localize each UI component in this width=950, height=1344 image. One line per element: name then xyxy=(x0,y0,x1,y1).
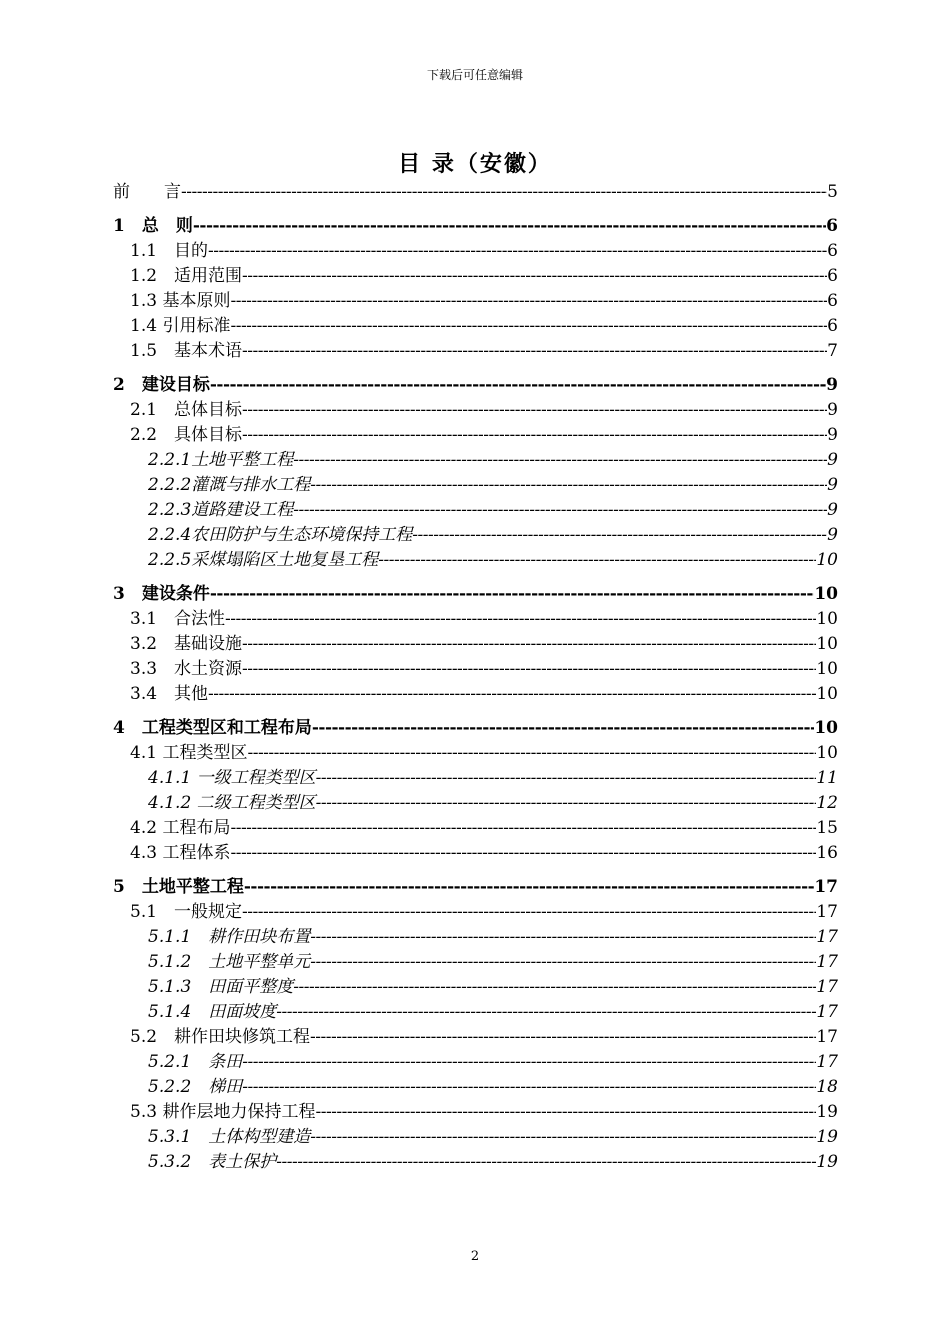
toc-leader-dashes xyxy=(293,448,827,473)
toc-entry-page: 12 xyxy=(816,793,838,813)
toc-entry-page: 19 xyxy=(816,1102,838,1122)
toc-entry-label: 5.1.2 土地平整单元 xyxy=(148,952,311,972)
toc-entry-page: 10 xyxy=(816,634,838,654)
toc-entry-label: 2.1 总体目标 xyxy=(130,400,243,420)
toc-entry[interactable] xyxy=(113,1150,838,1175)
toc-entry-label: 5.3.2 表土保护 xyxy=(148,1152,277,1172)
toc-entry-page: 10 xyxy=(816,684,838,704)
toc-entry-label: 1.2 适用范围 xyxy=(130,266,243,286)
toc-entry[interactable] xyxy=(113,1100,838,1125)
toc-leader-dashes xyxy=(242,632,816,657)
toc-entry[interactable] xyxy=(113,180,838,205)
toc-leader-dashes xyxy=(242,900,816,925)
toc-leader-dashes xyxy=(412,523,827,548)
toc-entry-page: 15 xyxy=(816,818,838,838)
toc-entry[interactable] xyxy=(113,473,838,498)
toc-entry-label: 3.4 其他 xyxy=(130,684,209,704)
toc-entry-page: 6 xyxy=(827,241,838,261)
toc-entry-page: 17 xyxy=(816,927,838,947)
toc-entry[interactable] xyxy=(113,682,838,707)
toc-entry-label: 4.1 工程类型区 xyxy=(130,743,248,763)
toc-entry-page: 10 xyxy=(814,718,838,738)
toc-entry[interactable] xyxy=(113,925,838,950)
toc-entry-page: 6 xyxy=(827,266,838,286)
toc-entry-label: 5.1.4 田面坡度 xyxy=(148,1002,277,1022)
toc-entry-page: 18 xyxy=(816,1077,838,1097)
toc-title: 目 录（安徽） xyxy=(398,151,552,177)
toc-entry[interactable] xyxy=(113,975,838,1000)
toc-leader-dashes xyxy=(242,264,827,289)
toc-entry-page: 17 xyxy=(816,952,838,972)
toc-entry-label: 5.1.1 耕作田块布置 xyxy=(148,927,311,947)
toc-leader-dashes xyxy=(230,289,827,314)
toc-entry-label: 2.2.5采煤塌陷区土地复垦工程 xyxy=(148,550,379,570)
toc-leader-dashes xyxy=(208,682,816,707)
toc-entry[interactable] xyxy=(113,398,838,423)
toc-entry-label: 5.3 耕作层地力保持工程 xyxy=(130,1102,316,1122)
toc-leader-dashes xyxy=(242,1050,816,1075)
toc-entry-label: 5.2.1 条田 xyxy=(148,1052,243,1072)
toc-leader-dashes xyxy=(225,607,816,632)
toc-entry[interactable] xyxy=(113,841,838,866)
toc-entry-page: 10 xyxy=(816,550,838,570)
toc-entry-page: 17 xyxy=(816,1002,838,1022)
toc-entry-label: 5 土地平整工程 xyxy=(113,877,244,897)
toc-entry-page: 17 xyxy=(816,1052,838,1072)
toc-leader-dashes xyxy=(193,214,826,239)
toc-entry[interactable] xyxy=(113,1050,838,1075)
toc-leader-dashes xyxy=(242,423,827,448)
toc-entry-label: 2.2 具体目标 xyxy=(130,425,243,445)
toc-leader-dashes xyxy=(293,498,827,523)
toc-entry[interactable] xyxy=(113,1075,838,1100)
toc-entry-label: 4 工程类型区和工程布局 xyxy=(113,718,312,738)
toc-entry[interactable] xyxy=(113,950,838,975)
toc-entry[interactable] xyxy=(113,607,838,632)
toc-entry-page: 19 xyxy=(816,1127,838,1147)
toc-entry[interactable] xyxy=(113,657,838,682)
toc-entry[interactable] xyxy=(113,900,838,925)
toc-leader-dashes xyxy=(230,841,816,866)
toc-entry-label: 2.2.4农田防护与生态环境保持工程 xyxy=(148,525,413,545)
toc-entry-label: 3.3 水土资源 xyxy=(130,659,243,679)
toc-entry[interactable] xyxy=(113,423,838,448)
toc-leader-dashes xyxy=(210,582,814,607)
toc-entry-label: 1 总 则 xyxy=(113,216,193,236)
toc-entry[interactable] xyxy=(113,264,838,289)
toc-entry[interactable] xyxy=(113,766,838,791)
toc-leader-dashes xyxy=(181,180,827,205)
toc-entry-page: 16 xyxy=(816,843,838,863)
table-of-contents xyxy=(113,180,838,1175)
toc-leader-dashes xyxy=(242,339,827,364)
toc-entry[interactable] xyxy=(113,289,838,314)
toc-entry[interactable] xyxy=(113,632,838,657)
toc-entry-page: 10 xyxy=(816,609,838,629)
toc-entry-label: 3.1 合法性 xyxy=(130,609,226,629)
toc-entry-label: 4.2 工程布局 xyxy=(130,818,231,838)
toc-entry[interactable] xyxy=(113,239,838,264)
toc-leader-dashes xyxy=(315,1100,816,1125)
toc-entry-page: 6 xyxy=(827,316,838,336)
toc-entry-page: 9 xyxy=(827,500,838,520)
toc-entry-label: 5.1 一般规定 xyxy=(130,902,243,922)
toc-leader-dashes xyxy=(242,1075,816,1100)
toc-leader-dashes xyxy=(230,314,827,339)
toc-entry[interactable] xyxy=(113,1000,838,1025)
toc-entry[interactable] xyxy=(113,741,838,766)
toc-entry-label: 1.3 基本原则 xyxy=(130,291,231,311)
toc-leader-dashes xyxy=(310,950,816,975)
toc-leader-dashes xyxy=(276,1000,816,1025)
toc-entry[interactable] xyxy=(113,314,838,339)
toc-entry-label: 2.2.1土地平整工程 xyxy=(148,450,294,470)
toc-leader-dashes xyxy=(316,766,817,791)
toc-entry-label: 2 建设目标 xyxy=(113,375,210,395)
toc-entry-page: 9 xyxy=(827,525,838,545)
toc-entry[interactable] xyxy=(113,339,838,364)
toc-entry[interactable] xyxy=(113,582,838,607)
toc-entry-page: 7 xyxy=(827,341,838,361)
page-header: 下载后可任意编辑 xyxy=(426,68,523,82)
toc-entry-label: 1.5 基本术语 xyxy=(130,341,243,361)
toc-entry-page: 9 xyxy=(826,375,838,395)
toc-leader-dashes xyxy=(242,398,827,423)
toc-entry[interactable] xyxy=(113,791,838,816)
toc-leader-dashes xyxy=(312,716,815,741)
toc-leader-dashes xyxy=(293,975,816,1000)
toc-entry[interactable] xyxy=(113,716,838,741)
toc-entry-label: 3.2 基础设施 xyxy=(130,634,243,654)
toc-entry[interactable] xyxy=(113,1025,838,1050)
toc-leader-dashes xyxy=(247,741,816,766)
toc-entry[interactable] xyxy=(113,214,838,239)
toc-leader-dashes xyxy=(310,473,827,498)
toc-entry[interactable] xyxy=(113,498,838,523)
toc-entry-label: 5.3.1 土体构型建造 xyxy=(148,1127,311,1147)
toc-entry-label: 4.1.2 二级工程类型区 xyxy=(148,793,316,813)
toc-entry-page: 9 xyxy=(827,425,838,445)
toc-leader-dashes xyxy=(378,548,816,573)
toc-entry-page: 9 xyxy=(827,400,838,420)
toc-entry-label: 5.1.3 田面平整度 xyxy=(148,977,294,997)
toc-entry[interactable] xyxy=(113,523,838,548)
toc-entry[interactable] xyxy=(113,448,838,473)
toc-leader-dashes xyxy=(244,875,814,900)
toc-entry-page: 10 xyxy=(816,743,838,763)
toc-leader-dashes xyxy=(316,791,817,816)
toc-entry-page: 11 xyxy=(816,768,838,788)
toc-entry-label: 3 建设条件 xyxy=(113,584,210,604)
toc-entry-page: 17 xyxy=(814,877,838,897)
toc-entry[interactable] xyxy=(113,373,838,398)
toc-entry-label: 4.1.1 一级工程类型区 xyxy=(148,768,316,788)
toc-entry-label: 前 言 xyxy=(113,182,181,202)
toc-entry-label: 2.2.3道路建设工程 xyxy=(148,500,294,520)
toc-entry-page: 17 xyxy=(816,902,838,922)
toc-entry-label: 5.2.2 梯田 xyxy=(148,1077,243,1097)
toc-entry-label: 5.2 耕作田块修筑工程 xyxy=(130,1027,311,1047)
toc-leader-dashes xyxy=(242,657,816,682)
toc-entry-label: 2.2.2灌溉与排水工程 xyxy=(148,475,311,495)
toc-leader-dashes xyxy=(210,373,826,398)
toc-entry-page: 17 xyxy=(816,977,838,997)
toc-entry-label: 4.3 工程体系 xyxy=(130,843,231,863)
page-number: 2 xyxy=(470,1249,480,1264)
toc-entry[interactable] xyxy=(113,548,838,573)
toc-leader-dashes xyxy=(310,1125,816,1150)
toc-entry[interactable] xyxy=(113,875,838,900)
toc-entry-label: 1.1 目的 xyxy=(130,241,209,261)
toc-entry[interactable] xyxy=(113,816,838,841)
toc-entry-page: 10 xyxy=(814,584,838,604)
toc-entry-page: 9 xyxy=(827,475,838,495)
toc-entry-page: 5 xyxy=(827,182,838,202)
toc-entry-page: 6 xyxy=(827,291,838,311)
toc-entry-page: 10 xyxy=(816,659,838,679)
toc-entry-page: 17 xyxy=(816,1027,838,1047)
toc-entry-label: 1.4 引用标准 xyxy=(130,316,231,336)
toc-entry-page: 6 xyxy=(826,216,838,236)
toc-leader-dashes xyxy=(230,816,816,841)
toc-leader-dashes xyxy=(310,925,816,950)
toc-leader-dashes xyxy=(208,239,827,264)
toc-entry-page: 9 xyxy=(827,450,838,470)
toc-leader-dashes xyxy=(276,1150,816,1175)
toc-leader-dashes xyxy=(310,1025,816,1050)
toc-entry-page: 19 xyxy=(816,1152,838,1172)
toc-entry[interactable] xyxy=(113,1125,838,1150)
